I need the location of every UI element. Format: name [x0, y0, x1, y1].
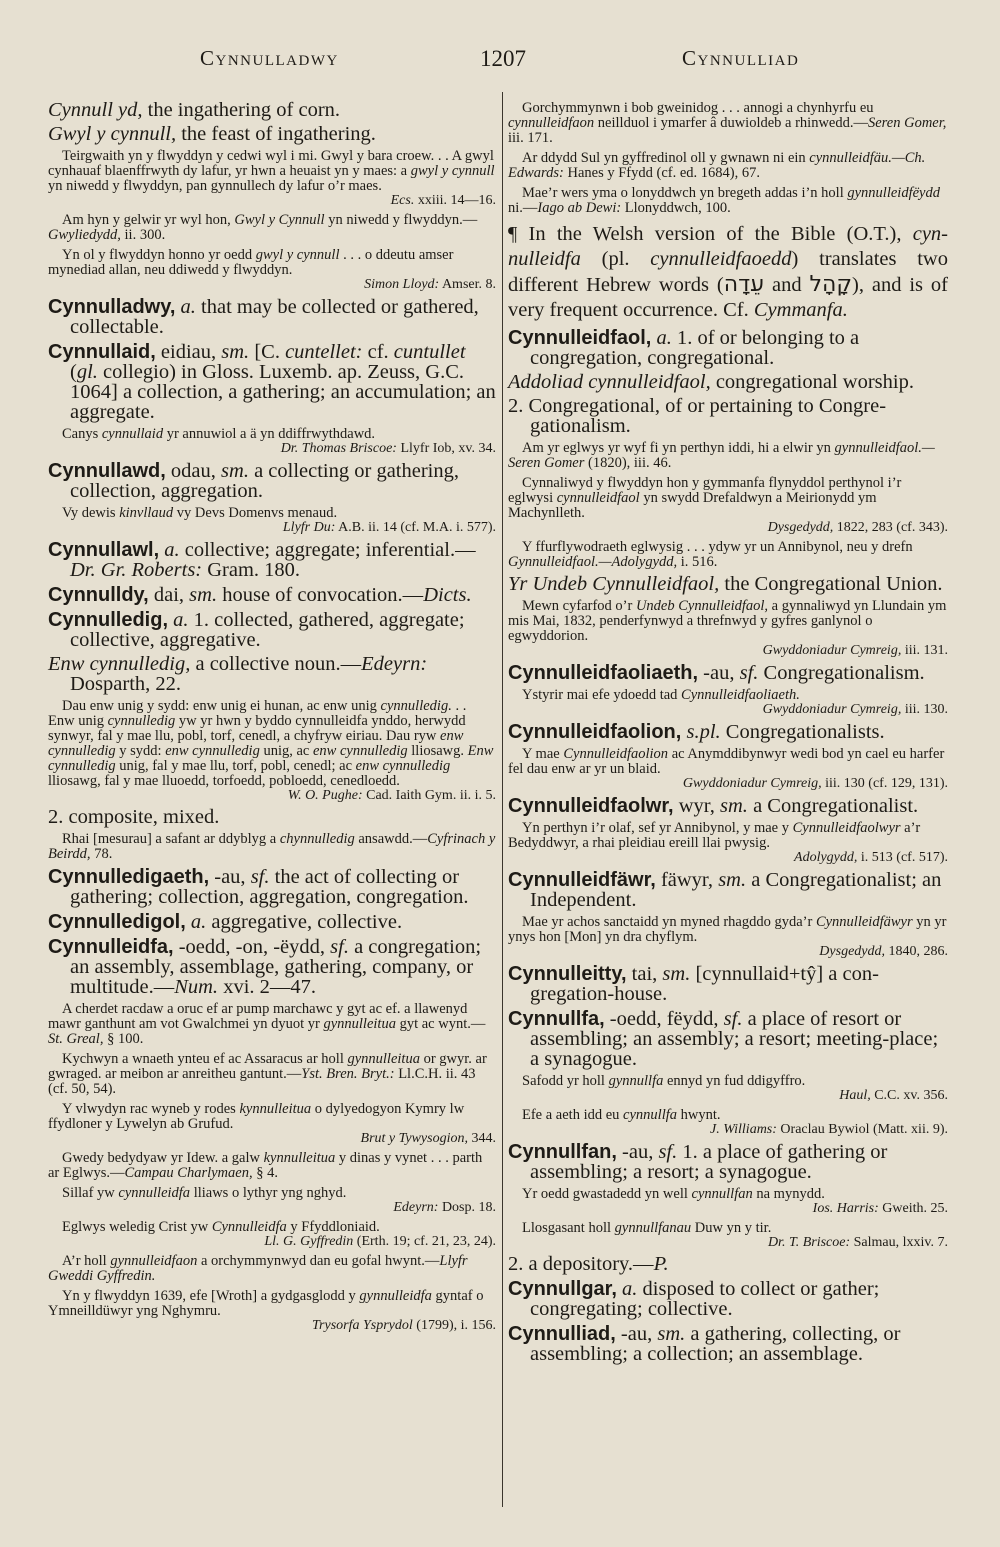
- entry-sense: 2. composite, mixed.: [48, 806, 220, 828]
- citation-source: Gwyddoniadur Cymreig, iii. 130.: [762, 702, 948, 717]
- right-column: [508, 96, 948, 1364]
- citation-quote: Am yr eglwys yr wyf fi yn perthyn iddi, hi a elwir yn gynnulleidfaol.—Seren Gomer (1820), iii. 46.: [508, 440, 935, 471]
- column-divider: [502, 92, 503, 1507]
- citation-source: Haul, C.C. xv. 356.: [839, 1088, 948, 1103]
- entry-sense: Enw cynnulledig, a collective noun.—Edeyrn: Dosparth, 22.: [48, 653, 428, 695]
- citation-quote: A cherdet racdaw a oruc ef ar pump marchawc y gyt ac ef. a llawenyd mawr ganthunt am vot Gwalchmei yn dyuot yr gynnulleitua gyt ac wynt.—St. Greal, § 100.: [48, 1001, 486, 1047]
- citation-quote: Y mae Cynnulleidfaolion ac Anymddibynwyr wedi bod yn cael eu harfer fel dau enw ar yr un blaid.: [508, 746, 945, 777]
- citation-source: Gwyddoniadur Cymreig, iii. 131.: [762, 643, 948, 658]
- citation-quote: Mae yr achos sanctaidd yn myned rhagddo gyda’r Cynnulleidfäwyr yn yr ynys hon [Mon] yn dra chyflym.: [508, 914, 947, 945]
- dictionary-entry: Cynnulledigaeth, -au, sf. the act of collecting or gathering; collection, aggregation, congregation.: [48, 866, 469, 908]
- citation-source: Dr. Thomas Briscoe: Llyfr Iob, xv. 34.: [280, 441, 496, 456]
- citation-source: Ecs. xxiii. 14—16.: [390, 193, 496, 208]
- citation-source: Adolygydd, i. 513 (cf. 517).: [794, 850, 948, 865]
- citation-quote: Yn y flwyddyn 1639, efe [Wroth] a gydgasglodd y gynnulleidfa gyntaf o Ymneilldüwyr yng Nghymru.: [48, 1288, 484, 1319]
- citation-source: J. Williams: Oraclau Bywiol (Matt. xii. 9).: [710, 1122, 948, 1137]
- citation-quote: Mae’r wers yma o lonyddwch yn bregeth addas i’n holl gynnulleidfëydd ni.—Iago ab Dewi: Llonyddwch, 100.: [508, 185, 940, 216]
- citation-quote: Eglwys weledig Crist yw Cynnulleidfa y Ffyddloniaid.: [62, 1219, 380, 1235]
- entry-sense: Addoliad cynnulleidfaol, congregational worship.: [508, 371, 914, 393]
- citation-quote: Llosgasant holl gynnullfanau Duw yn y tir.: [522, 1220, 772, 1236]
- usage-note: ¶ In the Welsh version of the Bible (O.T.), cynnulleidfa (pl. cynnulleidfaoedd) translates two different Hebrew words (עֵדָה and קָהָל), and is of very frequent occurrence. Cf. Cymmanfa.: [508, 223, 948, 321]
- citation-source: Ios. Harris: Gweith. 25.: [812, 1201, 948, 1216]
- citation-quote: Dau enw unig y sydd: enw unig ei hunan, ac enw unig cynnulledig. . . Enw unig cynnulledig yw yr hwn y byddo cynnulleidfa ynddo, herwydd synwyr, fal y mae llu, pobl, torf, cenedl, a chyfryw eiriau. Dau ryw enw cynnulledig y sydd: enw cynnulledig unig, ac enw cynnulledig lliosawg. Enw cynnulledig unig, fal y mae llu, torf, pobl, cenedl; ac enw cynnulledig lliosawg, fal y mae lluoedd, torfoedd, pobloedd, cenedloedd.: [48, 698, 494, 789]
- citation-quote: Canys cynnullaid yr annuwiol a ä yn ddiffrwythdawd.: [62, 426, 376, 442]
- citation-source: Ll. G. Gyffredin (Erth. 19; cf. 21, 23, 24).: [264, 1234, 496, 1249]
- dictionary-entry: Cynnulleidfaolion, s.pl. Congregationalists.: [508, 721, 885, 743]
- citation-source: Llyfr Du: A.B. ii. 14 (cf. M.A. i. 577).: [282, 520, 496, 535]
- citation-quote: Yn ol y flwyddyn honno yr oedd gwyl y cynnull . . . o ddeutu amser mynediad allan, neu ddiwedd y flwyddyn.: [48, 247, 454, 278]
- citation-quote: Cynnaliwyd y flwyddyn hon y gymmanfa flynyddol perthynol i’r eglwysi cynnulleidfaol yn swydd Drefaldwyn a Meirionydd ym Machynlleth.: [508, 475, 902, 521]
- dictionary-entry: Cynnulleitty, tai, sm. [cynnullaid+tŷ] a congregation-house.: [508, 963, 879, 1005]
- citation-quote: Safodd yr holl gynnullfa ennyd yn fud ddigyffro.: [522, 1073, 806, 1089]
- entry-sense: Gwyl y cynnull, the feast of ingathering.: [48, 123, 376, 145]
- citation-quote: Mewn cyfarfod o’r Undeb Cynnulleidfaol, a gynnaliwyd yn Llundain ym mis Mai, 1832, penderfynwyd a threfnwyd y gyfres ganlynol o egwyddorion.: [508, 598, 947, 644]
- citation-source: Dysgedydd, 1822, 283 (cf. 343).: [767, 520, 948, 535]
- entry-sense: Yr Undeb Cynnulleidfaol, the Congregational Union.: [508, 573, 943, 595]
- page-number: 1207: [480, 46, 526, 71]
- citation-quote: A’r holl gynnulleidfaon a orchymmynwyd dan eu gofal hwynt.—Llyfr Gweddi Gyffredin.: [48, 1253, 468, 1284]
- dictionary-entry: Cynnullgar, a. disposed to collect or gather; congregating; collective.: [508, 1278, 880, 1320]
- dictionary-entry: Cynnulleidfa, -oedd, -on, -ëydd, sf. a congregation; an assembly, assemblage, gathering, company, or multitude.—Num. xvi. 2—47.: [48, 936, 482, 998]
- entry-sense: 2. a depository.—P.: [508, 1253, 669, 1275]
- citation-source: Trysorfa Ysprydol (1799), i. 156.: [312, 1318, 496, 1333]
- citation-quote: Efe a aeth idd eu cynnullfa hwynt.: [522, 1107, 721, 1123]
- dictionary-entry: Cynnulliad, -au, sm. a gathering, collecting, or assembling; a collection; an assemblage.: [508, 1323, 901, 1365]
- dictionary-entry: Cynnullfan, -au, sf. 1. a place of gathering or assembling; a resort; a synagogue.: [508, 1141, 888, 1183]
- dictionary-entry: Cynnullfa, -oedd, fëydd, sf. a place of resort or assembling; an assembly; a resort; meeting-place; a synagogue.: [508, 1008, 939, 1070]
- dictionary-entry: Cynnulleidfäwr, fäwyr, sm. a Congregationalist; an Independent.: [508, 869, 942, 911]
- citation-quote: Sillaf yw cynnulleidfa lliaws o lythyr yng nghyd.: [62, 1185, 347, 1201]
- citation-quote: Yr oedd gwastadedd yn well cynnullfan na mynydd.: [522, 1186, 825, 1202]
- dictionary-entry: Cynnullaid, eidiau, sm. [C. cuntellet: cf. cuntullet (gl. collegio) in Gloss. Luxemb. ap. Zeuss, G.C. 1064] a collection, a gathering; an accumulation; an aggregate.: [48, 341, 496, 423]
- citation-quote: Vy dewis kinvllaud vy Devs Domenvs menaud.: [62, 505, 338, 521]
- citation-quote: Ar ddydd Sul yn gyffredinol oll y gwnawn ni ein cynnulleidfäu.—Ch. Edwards: Hanes y Ffydd (cf. ed. 1684), 67.: [508, 150, 926, 181]
- entry-sense: 2. Congregational, of or pertaining to Congregationalism.: [508, 395, 887, 437]
- dictionary-entry: Cynnulleidfaol, a. 1. of or belonging to a congregation, congregational.: [508, 327, 860, 369]
- dictionary-entry: Cynnulledigol, a. aggregative, collective.: [48, 911, 403, 933]
- dictionary-entry: Cynnulladwy, a. that may be collected or gathered, collectable.: [48, 296, 479, 338]
- running-head-left: Cynnulladwy: [200, 46, 339, 70]
- dictionary-entry: Cynnulleidfaolwr, wyr, sm. a Congregationalist.: [508, 795, 919, 817]
- citation-quote: Yn perthyn i’r olaf, sef yr Annibynol, y mae y Cynnulleidfaolwyr a’r Bedyddwyr, a rhai pleidiau ereill llai pwysig.: [508, 820, 921, 851]
- citation-source: Gwyddoniadur Cymreig, iii. 130 (cf. 129, 131).: [682, 776, 948, 791]
- dictionary-entry: Cynnullawl, a. collective; aggregate; inferential.—Dr. Gr. Roberts: Gram. 180.: [48, 539, 476, 581]
- dictionary-entry: Cynnulledig, a. 1. collected, gathered, aggregate; collective, aggregative.: [48, 609, 465, 651]
- dictionary-entry: Cynnullawd, odau, sm. a collecting or gathering, collection, aggregation.: [48, 460, 459, 502]
- citation-source: Dysgedydd, 1840, 286.: [819, 944, 948, 959]
- citation-quote: Gorchymmynwn i bob gweinidog . . . annogi a chynhyrfu eu cynnulleidfaon neillduol i ymarfer â duwioldeb a rhinwedd.—Seren Gomer, iii. 171.: [508, 100, 947, 146]
- citation-quote: Rhai [mesurau] a safant ar ddyblyg a chynnulledig ansawdd.—Cyfrinach y Beirdd, 78.: [48, 831, 496, 862]
- citation-quote: Kychwyn a wnaeth ynteu ef ac Assaracus ar holl gynnulleitua or gwyr. ar gwraged. ar meibon ar anreitheu gantunt.—Yst. Bren. Bryt.: Ll.C.H. ii. 43 (cf. 50, 54).: [48, 1051, 487, 1097]
- citation-quote: Am hyn y gelwir yr wyl hon, Gwyl y Cynnull yn niwedd y flwyddyn.—Gwyliedydd, ii. 300.: [48, 212, 478, 243]
- running-head-right: Cynnulliad: [682, 46, 800, 70]
- citation-source: Edeyrn: Dosp. 18.: [393, 1200, 496, 1215]
- dictionary-entry: Cynnulleidfaoliaeth, -au, sf. Congregationalism.: [508, 662, 925, 684]
- dictionary-entry: Cynnulldy, dai, sm. house of convocation.—Dicts.: [48, 584, 472, 606]
- entry-sense: Cynnull yd, the ingathering of corn.: [48, 99, 341, 121]
- left-column: [48, 96, 496, 1333]
- citation-quote: Teirgwaith yn y flwyddyn y cedwi wyl i mi. Gwyl y bara croew. . . A gwyl cynhauaf blaenffrwyth dy lafur, yr hwn a heuaist yn y maes: a gwyl y cynnull yn niwedd y flwyddyn, pan gynnullech dy lafur o’r maes.: [48, 148, 495, 194]
- citation-quote: Ystyrir mai efe ydoedd tad Cynnulleidfaoliaeth.: [522, 687, 800, 703]
- citation-source: Brut y Tywysogion, 344.: [360, 1131, 496, 1146]
- citation-source: Simon Lloyd: Amser. 8.: [364, 277, 496, 292]
- page-header: [0, 46, 1000, 86]
- citation-source: Dr. T. Briscoe: Salmau, lxxiv. 7.: [767, 1235, 948, 1250]
- citation-quote: Gwedy bedydyaw yr Idew. a galw kynnulleitua y dinas y vynet . . . parth ar Eglwys.—Campau Charlymaen, § 4.: [48, 1150, 483, 1181]
- citation-quote: Y vlwydyn rac wyneb y rodes kynnulleitua o dylyedogyon Kymry lw ffydloner y Lywelyn ab Grufud.: [48, 1101, 465, 1132]
- citation-source: W. O. Pughe: Cad. Iaith Gym. ii. i. 5.: [287, 788, 496, 803]
- citation-quote: Y ffurflywodraeth eglwysig . . . ydyw yr un Annibynol, neu y drefn Gynnulleidfaol.—Adolygydd, i. 516.: [508, 539, 913, 570]
